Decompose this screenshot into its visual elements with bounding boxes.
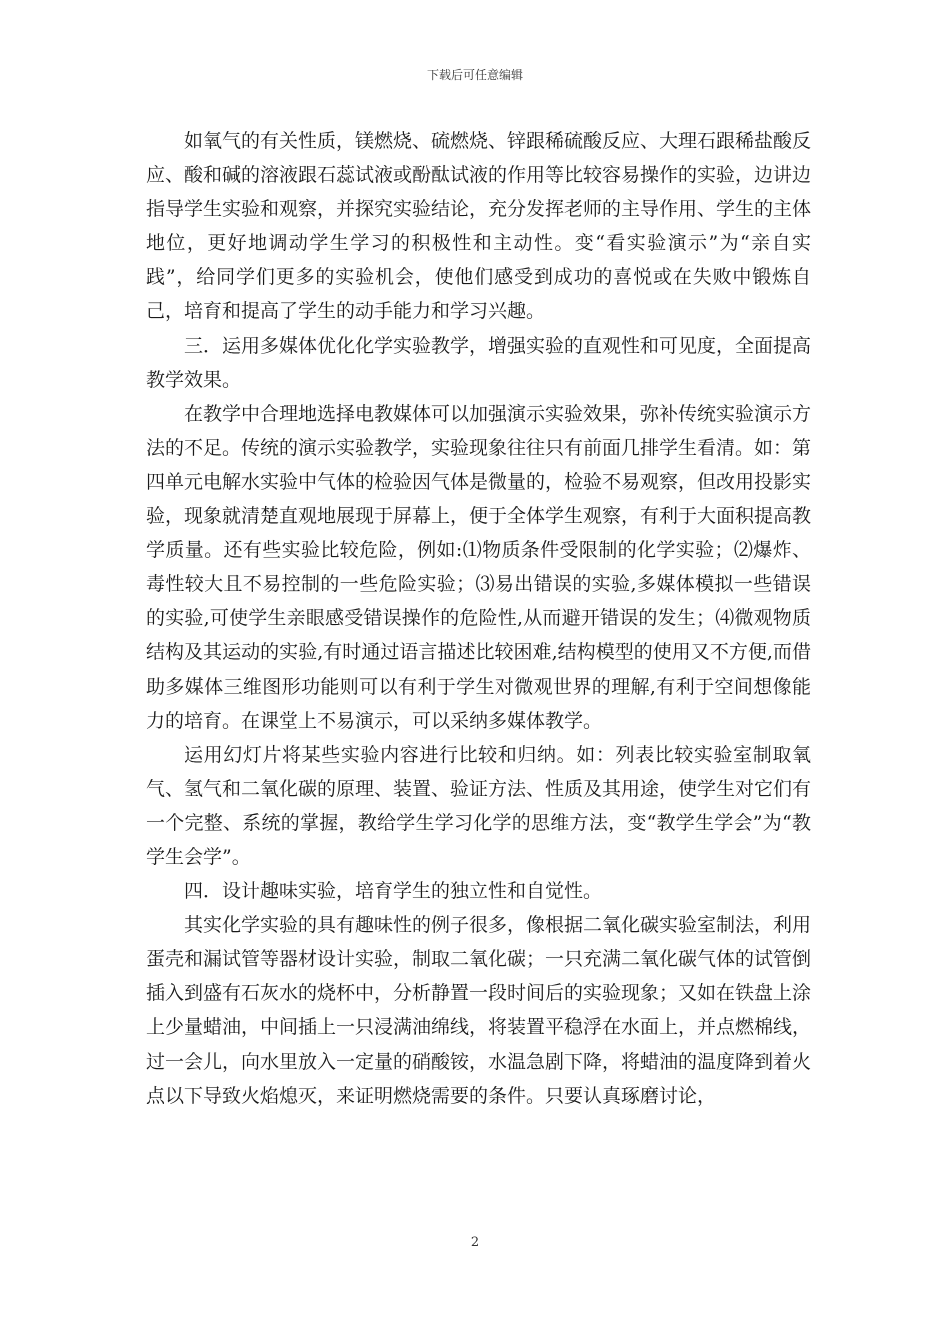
paragraph: 如氧气的有关性质，镁燃烧、硫燃烧、锌跟稀硫酸反应、大理石跟稀盐酸反应、酸和碱的溶液跟石蕊试液或酚酞试液的作用等比较容易操作的实验，边讲边指导学生实验和观察，并探究实验结论，充分发挥老师的主导作用、学生的主体地位，更好地调动学生学习的积极性和主动性。变“看实验演示”为“亲自实践”，给同学们更多的实验机会，使他们感受到成功的喜悦或在失败中锻炼自己，培育和提高了学生的动手能力和学习兴趣。 xyxy=(146,130,812,323)
section-heading-4: 四．设计趣味实验，培育学生的独立性和自觉性。 xyxy=(184,880,603,903)
page-header: 下载后可任意编辑 xyxy=(426,68,523,82)
document-body xyxy=(146,124,811,1113)
paragraph: 在教学中合理地选择电教媒体可以加强演示实验效果，弥补传统实验演示方法的不足。传统的演示实验教学，实验现象往往只有前面几排学生看清。如：第四单元电解水实验中气体的检验因气体是微量的，检验不易观察，但改用投影实验，现象就清楚直观地展现于屏幕上，便于全体学生观察，有利于大面积提高教学质量。还有些实验比较危险，例如:⑴物质条件受限制的化学实验；⑵爆炸、毒性较大且不易控制的一些危险实验；⑶易出错误的实验,多媒体模拟一些错误的实验,可使学生亲眼感受错误操作的危险性,从而避开错误的发生；⑷微观物质结构及其运动的实验,有时通过语言描述比较困难,结构模型的使用又不方便,而借助多媒体三维图形功能则可以有利于学生对微观世界的理解,有利于空间想像能力的培育。在课堂上不易演示，可以采纳多媒体教学。 xyxy=(146,402,812,732)
paragraph: 其实化学实验的具有趣味性的例子很多，像根据二氧化碳实验室制法，利用蛋壳和漏试管等器材设计实验，制取二氧化碳；一只充满二氧化碳气体的试管倒插入到盛有石灰水的烧杯中，分析静置一段时间后的实验现象；又如在铁盘上涂上少量蜡油，中间插上一只浸满油绵线，将装置平稳浮在水面上，并点燃棉线，过一会儿，向水里放入一定量的硝酸铵，水温急剧下降，将蜡油的温度降到着火点以下导致火焰熄灭，来证明燃烧需要的条件。只要认真琢磨讨论， xyxy=(146,914,812,1107)
page-number: 2 xyxy=(470,1235,480,1250)
section-heading-3: 三．运用多媒体优化化学实验教学，增强实验的直观性和可见度，全面提高教学效果。 xyxy=(146,334,812,391)
paragraph: 运用幻灯片将某些实验内容进行比较和归纳。如：列表比较实验室制取氧气、氢气和二氧化碳的原理、装置、验证方法、性质及其用途，使学生对它们有一个完整、系统的掌握，教给学生学习化学的思维方法，变“教学生学会”为“教学生会学”。 xyxy=(146,743,812,868)
